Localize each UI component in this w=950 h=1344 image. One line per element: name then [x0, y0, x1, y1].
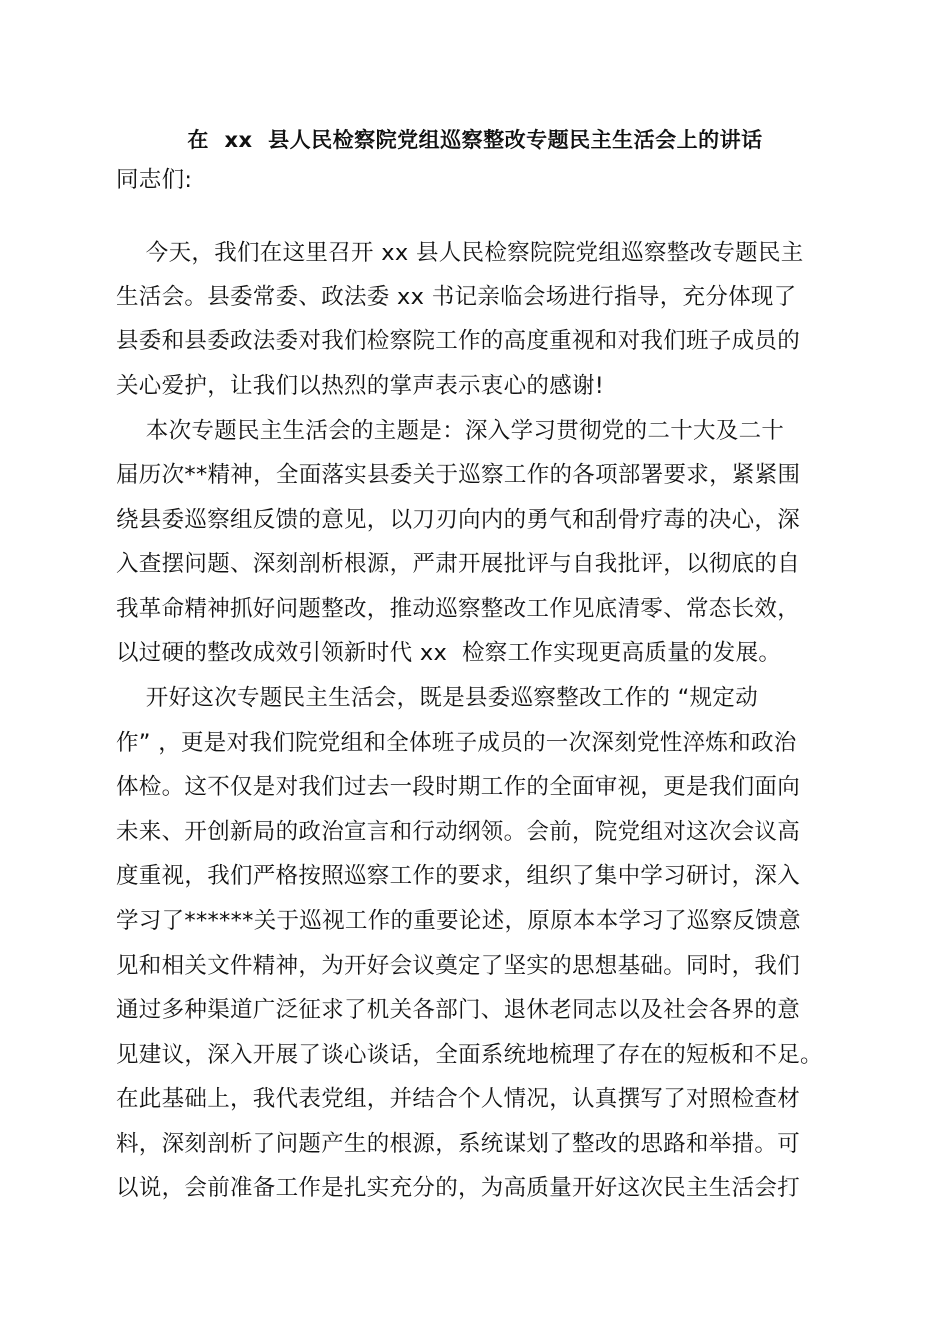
text-line: 未来、开创新局的政治宣言和行动纲领。会前，院党组对这次会议高	[116, 819, 801, 845]
text-line: 县委和县委政法委对我们检察院工作的高度重视和对我们班子成员的	[116, 328, 801, 354]
text-line: 以说，会前准备工作是扎实充分的，为高质量开好这次民主生活会打	[116, 1175, 801, 1201]
text-line: 入查摆问题、深刻剖析根源，严肃开展批评与自我批评，以彻底的自	[116, 551, 801, 577]
text-line: 学习了******关于巡视工作的重要论述，原原本本学习了巡察反馈意	[116, 908, 801, 934]
text-line: 开好这次专题民主生活会，既是县委巡察整改工作的 “规定动	[116, 685, 759, 711]
text-line: 在此基础上，我代表党组，并结合个人情况，认真撰写了对照检查材	[116, 1086, 801, 1112]
text-line: 本次专题民主生活会的主题是：深入学习贯彻党的二十大及二十	[116, 418, 785, 444]
text-line: 体检。这不仅是对我们过去一段时期工作的全面审视，更是我们面向	[116, 774, 801, 800]
text-line: 关心爱护，让我们以热烈的掌声表示衷心的感谢!	[116, 373, 605, 399]
text-line: 见建议，深入开展了谈心谈话，全面系统地梳理了存在的短板和不足。	[116, 1042, 823, 1068]
text-line: 通过多种渠道广泛征求了机关各部门、退休老同志以及社会各界的意	[116, 997, 801, 1023]
text-line: 以过硬的整改成效引领新时代 xx 检察工作实现更高质量的发展。	[116, 640, 782, 666]
text-line: 度重视，我们严格按照巡察工作的要求，组织了集中学习研讨，深入	[116, 863, 801, 889]
text-line: 见和相关文件精神，为开好会议奠定了坚实的思想基础。同时，我们	[116, 953, 801, 979]
document-title: 在 xx 县人民检察院党组巡察整改专题民主生活会上的讲话	[187, 128, 763, 152]
text-line: 作” ，更是对我们院党组和全体班子成员的一次深刻党性淬炼和政治	[116, 730, 797, 756]
text-line: 今天，我们在这里召开 xx 县人民检察院院党组巡察整改专题民主	[116, 240, 804, 266]
text-line: 绕县委巡察组反馈的意见，以刀刃向内的勇气和刮骨疗毒的决心，深	[116, 507, 801, 533]
text-line: 届历次**精神，全面落实县委关于巡察工作的各项部署要求，紧紧围	[116, 462, 801, 488]
text-line: 料，深刻剖析了问题产生的根源，系统谋划了整改的思路和举措。可	[116, 1131, 801, 1157]
text-line: 我革命精神抓好问题整改，推动巡察整改工作见底清零、常态长效，	[116, 596, 801, 622]
salutation: 同志们:	[116, 167, 193, 193]
text-line: 生活会。县委常委、政法委 xx 书记亲临会场进行指导，充分体现了	[116, 284, 797, 310]
